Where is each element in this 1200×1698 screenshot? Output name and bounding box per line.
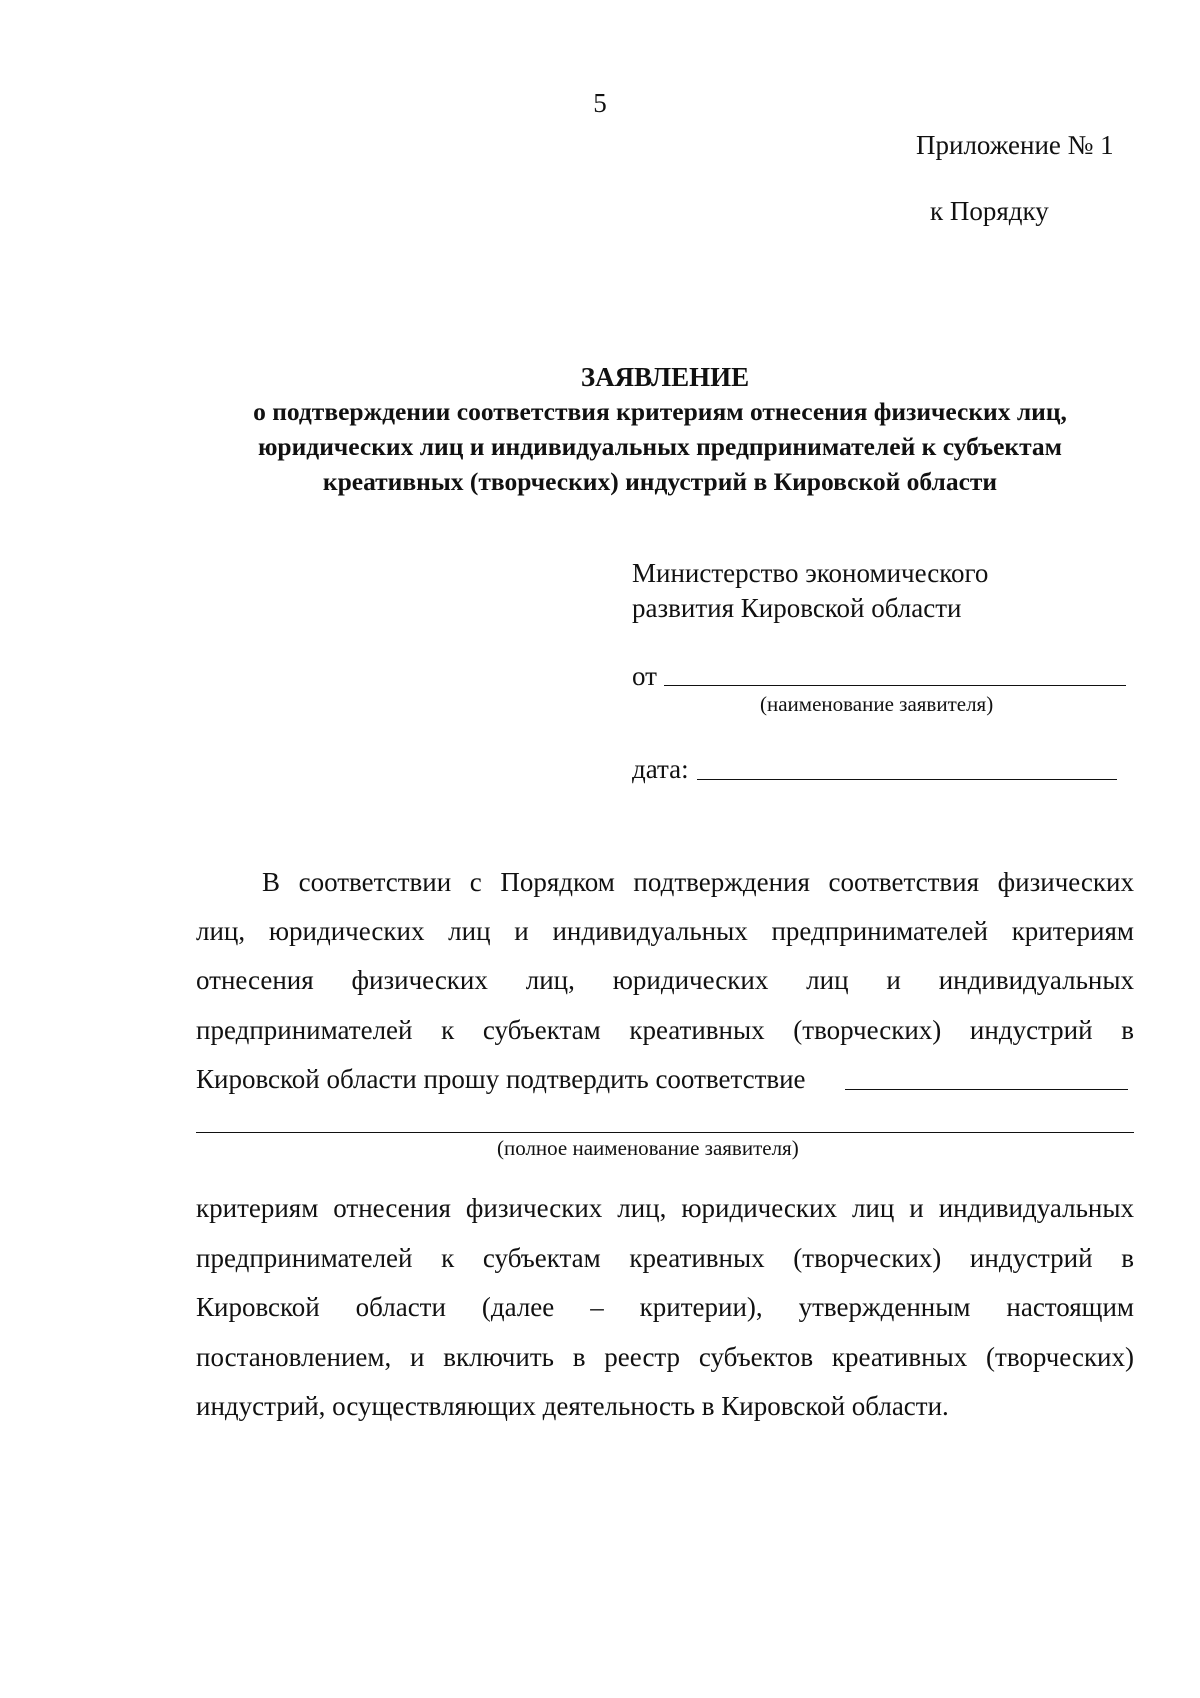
paragraph-line: индустрий, осуществляющих деятельность в Кировской области. [196, 1391, 949, 1421]
paragraph-line: предпринимателей к субъектам креативных (творческих) индустрий в [196, 1015, 1134, 1045]
date-label: дата: [632, 754, 689, 784]
document-title: ЗАЯВЛЕНИЕ [580, 362, 750, 392]
full-applicant-name-caption: (полное наименование заявителя) [497, 1136, 799, 1160]
applicant-name-caption: (наименование заявителя) [760, 692, 994, 716]
document-subtitle-line: креативных (творческих) индустрий в Кировской области [322, 467, 998, 496]
recipient-line: Министерство экономического [632, 558, 989, 588]
full-applicant-name-field-line [196, 1132, 1134, 1133]
appendix-reference: к Порядку [930, 196, 1049, 226]
paragraph-line: отнесения физических лиц, юридических лиц и индивидуальных [196, 965, 1134, 995]
paragraph-line: В соответствии с Порядком подтверждения соответствия физических [262, 867, 1134, 897]
paragraph-line: критериям отнесения физических лиц, юридических лиц и индивидуальных [196, 1193, 1134, 1223]
page-number: 5 [593, 88, 607, 118]
document-subtitle-line: о подтверждении соответствия критериям отнесения физических лиц, [253, 397, 1067, 426]
document-subtitle-line: юридических лиц и индивидуальных предпринимателей к субъектам [257, 432, 1063, 461]
recipient-line: развития Кировской области [632, 593, 962, 623]
date-field-line [697, 779, 1117, 780]
paragraph-line: Кировской области прошу подтвердить соответствие [196, 1064, 806, 1094]
appendix-number: Приложение № 1 [916, 130, 1114, 160]
paragraph-line: лиц, юридических лиц и индивидуальных предпринимателей критериям [196, 916, 1134, 946]
paragraph-line: Кировской области (далее – критерии), утвержденным настоящим [196, 1292, 1134, 1322]
from-label: от [632, 661, 657, 691]
full-applicant-name-field-line [845, 1089, 1128, 1090]
paragraph-line: постановлением, и включить в реестр субъектов креативных (творческих) [196, 1342, 1134, 1372]
applicant-name-field-line [664, 685, 1126, 686]
paragraph-line: предпринимателей к субъектам креативных (творческих) индустрий в [196, 1243, 1134, 1273]
